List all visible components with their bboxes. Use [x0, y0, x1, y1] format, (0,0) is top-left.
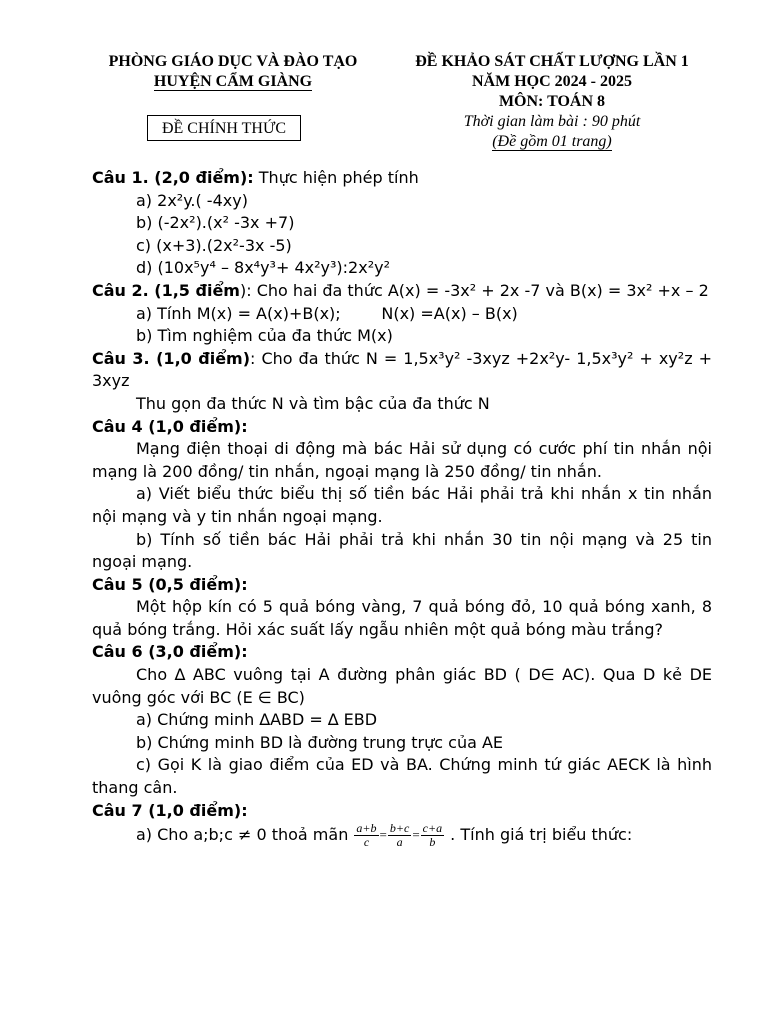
fraction-1 — [354, 822, 378, 849]
header-right — [392, 52, 712, 152]
fraction-1-denominator: c — [363, 835, 370, 850]
question-2-text: ): Cho hai đa thức A(x) = -3x² + 2x -7 và B(x) = 3x² +x – 2 — [239, 280, 709, 300]
question-5-intro: Một hộp kín có 5 quả bóng vàng, 7 quả bóng đỏ, 10 quả bóng xanh, 8 quả bóng trắng. Hỏi xác suất lấy ngẫu nhiên một quả bóng màu trắng? — [92, 597, 712, 639]
fraction-3-numerator: c+a — [422, 821, 443, 836]
question-1a: a) 2x²y.( -4xy) — [136, 190, 248, 210]
header-left — [88, 52, 378, 92]
question-4-intro: Mạng điện thoại di động mà bác Hải sử dụng có cước phí tin nhắn nội mạng là 200 đồng/ tin nhắn, ngoại mạng là 250 đồng/ tin nhắn. — [92, 439, 712, 481]
question-1-text: Thực hiện phép tính — [253, 168, 419, 187]
question-2-title: Câu 2. (1,5 điểm — [92, 280, 240, 300]
fraction-2 — [388, 822, 411, 849]
equals-sign-2: = — [412, 827, 420, 843]
question-1 — [92, 167, 712, 190]
question-2 — [92, 280, 712, 303]
fraction-2-denominator: a — [396, 835, 403, 850]
question-2a: a) Tính M(x) = A(x)+B(x); N(x) =A(x) – B(x) — [136, 303, 518, 323]
exam-title: ĐỀ KHẢO SÁT CHẤT LƯỢNG LẦN 1 — [415, 53, 689, 70]
question-6b: b) Chứng minh BD là đường trung trực của AE — [136, 732, 504, 752]
fraction-3-denominator: b — [429, 835, 436, 850]
fraction-2-numerator: b+c — [389, 821, 410, 836]
question-7-title: Câu 7 (1,0 điểm): — [92, 800, 248, 820]
fraction-3 — [421, 822, 444, 849]
question-6c: c) Gọi K là giao điểm của ED và BA. Chứng minh tứ giác AECK là hình thang cân. — [92, 755, 712, 798]
question-1-title: Câu 1. (2,0 điểm): — [92, 168, 254, 187]
exam-body — [92, 167, 712, 849]
question-5-title: Câu 5 (0,5 điểm): — [92, 574, 248, 594]
question-3-title: Câu 3. (1,0 điểm) — [92, 348, 251, 368]
question-4-title: Câu 4 (1,0 điểm): — [92, 416, 248, 436]
question-7a-suffix: . Tính giá trị biểu thức: — [445, 825, 633, 845]
subject: MÔN: TOÁN 8 — [498, 93, 606, 110]
question-1c: c) (x+3).(2x²-3x -5) — [136, 235, 292, 255]
fraction-1-numerator: a+b — [356, 821, 377, 836]
school-year: NĂM HỌC 2024 - 2025 — [472, 73, 632, 90]
question-6a: a) Chứng minh ∆ABD = ∆ EBD — [136, 710, 378, 730]
question-3 — [92, 348, 712, 393]
question-1b: b) (-2x²).(x² -3x +7) — [136, 213, 295, 233]
question-6-intro: Cho ∆ ABC vuông tại A đường phân giác BD ( D∈ AC). Qua D kẻ DE vuông góc với BC (E ∈ BC) — [92, 665, 712, 707]
question-6-title: Câu 6 (3,0 điểm): — [92, 642, 248, 662]
question-3-text: : Cho đa thức N = 1,5x³y² -3xyz +2x²y- 1,5x³y² + xy²z + 3xyz — [92, 348, 712, 391]
department-name: PHÒNG GIÁO DỤC VÀ ĐÀO TẠO — [108, 53, 358, 70]
district-name: HUYỆN CẨM GIÀNG — [153, 73, 313, 90]
equals-sign-1: = — [379, 827, 387, 843]
question-3-task: Thu gọn đa thức N và tìm bậc của đa thức N — [136, 393, 490, 413]
question-2b: b) Tìm nghiệm của đa thức M(x) — [136, 326, 393, 346]
question-4a: a) Viết biểu thức biểu thị số tiền bác Hải phải trả khi nhắn x tin nhắn nội mạng và y tin nhắn ngoại mạng. — [92, 484, 712, 526]
official-exam-label: ĐỀ CHÍNH THỨC — [147, 115, 301, 141]
question-1d: d) (10x⁵y⁴ – 8x⁴y³+ 4x²y³):2x²y² — [136, 258, 390, 278]
page-count-note: (Đề gồm 01 trang) — [492, 133, 612, 150]
question-7a — [92, 822, 712, 849]
question-7a-prefix: a) Cho a;b;c ≠ 0 thoả mãn — [136, 825, 354, 845]
time-limit: Thời gian làm bài : 90 phút — [463, 113, 641, 130]
question-4b: b) Tính số tiền bác Hải phải trả khi nhắn 30 tin nội mạng và 25 tin ngoại mạng. — [92, 529, 712, 572]
